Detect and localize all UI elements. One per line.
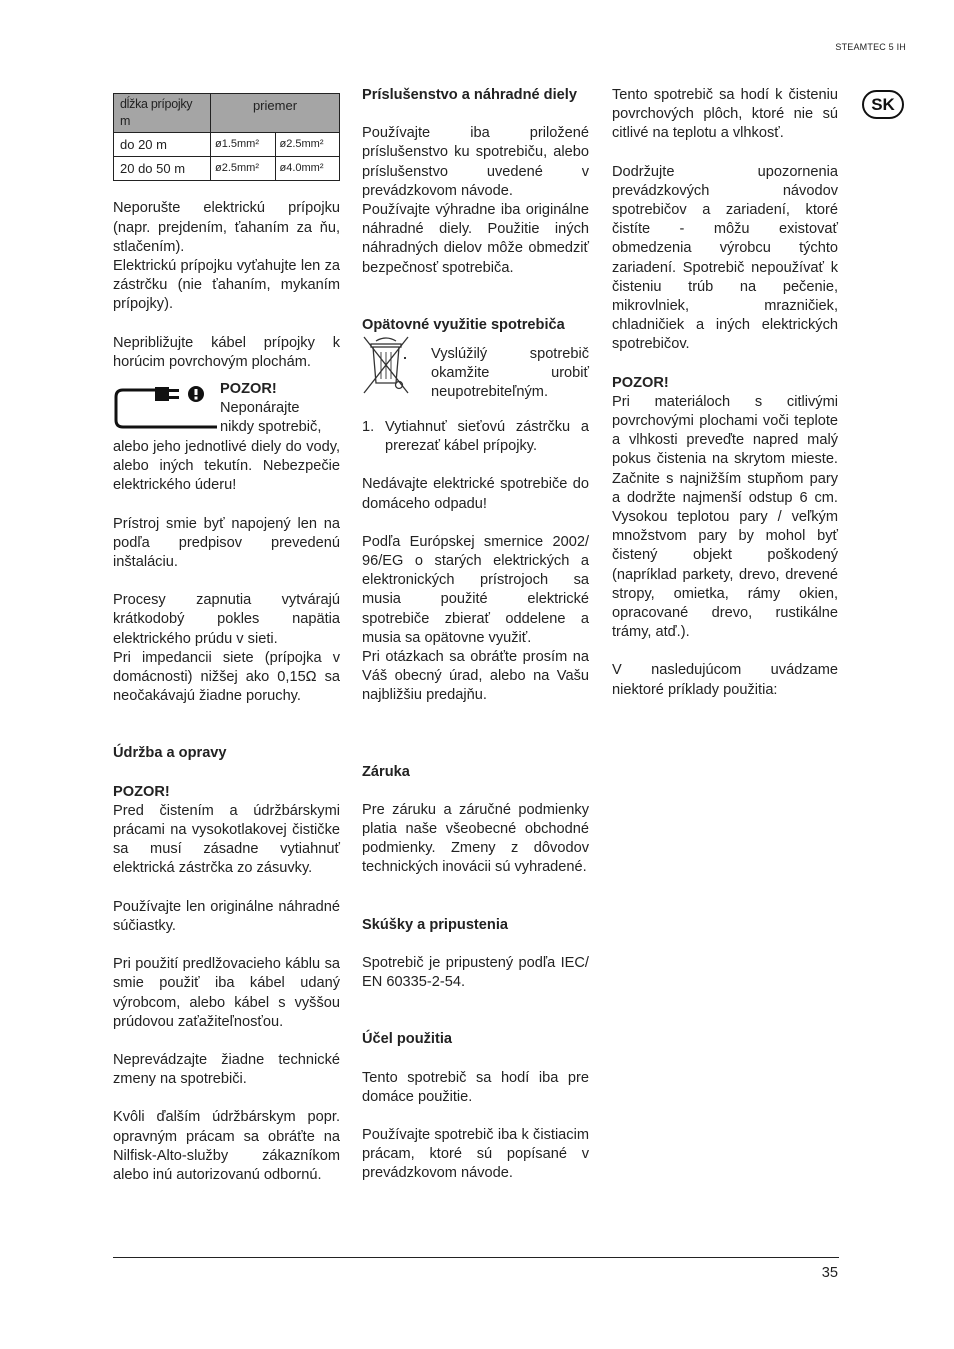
table-row (114, 133, 340, 157)
paragraph: Neprevádzajte žiadne technické zmeny na spotrebiči. (113, 1051, 340, 1088)
paragraph: Pri použití predlžovacieho káblu sa smie použiť iba kábel udaný výrobcom, alebo kábel s vyššou prúdovou zaťažiteľnosťou. (113, 956, 340, 1030)
table-head-length: dĺžka prípojky m (114, 94, 211, 133)
paragraph: Používajte spotrebič iba k čistiacim prácam, ktoré sú popísané v prevádzkovom návode. (362, 1126, 589, 1182)
paragraph: Prístroj smie byť napojený len na podľa predpisov prevedenú inštaláciu. (113, 515, 340, 571)
section-heading-tests: Skúšky a pripustenia (362, 916, 508, 933)
table-cell: do 20 m (114, 133, 211, 157)
paragraph: Tento spotrebič sa hodí iba pre domáce použitie. (362, 1069, 589, 1105)
table-cell: ø1.5mm² (211, 133, 276, 157)
warning-title: POZOR! (113, 783, 170, 800)
paragraph: Podľa Európskej smernice 2002/ 96/EG o starých elektrických a elektronických prístrojoch sa musia použité elektrické spotrebiče zbierať oddelene a musia sa opätovne využiť. (362, 533, 589, 646)
paragraph: Tento spotrebič sa hodí k čisteniu povrchových plôch, ktoré nie sú citlivé na teplotu a vlhkosť. (612, 87, 838, 142)
plug-water-warning-icon (113, 386, 218, 431)
paragraph: Nepribližujte kábel prípojky k horúcim povrchovým plochám. (113, 334, 340, 370)
warning-text: alebo jeho jednotlivé diely do vody, alebo iných tekutín. Nebezpečie elektrického úderu! (113, 439, 340, 494)
paragraph: Dodržujte upozornenia prevádzkových návodov spotrebičov a zariadení, ktoré čistíte - môžu existovať obmedzenia výrobcu týchto zariadení. Spotrebič nepoužívať k čisteniu trúb na pečenie, mikrovlniek, mrazničiek, chladničiek a iných elektrických spotrebičov. (612, 163, 838, 353)
recycling-block (362, 335, 589, 399)
recycling-text: Vyslúžilý spotrebič okamžite urobiť neupotrebiteľným. (431, 346, 589, 401)
column-2 (362, 86, 589, 1184)
header-model: STEAMTEC 5 IH (835, 42, 906, 52)
paragraph: Pred čistením a údržbárskymi prácami na vysokotlakovej čističke sa musí zásadne vytiahnuť elektrická zástrčka zo zásuvky. (113, 802, 340, 877)
paragraph: Spotrebič je pripustený podľa IEC/ EN 60335-2-54. (362, 954, 589, 991)
paragraph: Používajte len originálne náhradné súčiastky. (113, 898, 340, 934)
section-heading-maintenance: Údržba a opravy (113, 745, 227, 762)
table-row (114, 157, 340, 181)
column-1 (113, 86, 340, 1185)
warning-title: POZOR! (612, 374, 669, 391)
paragraph: Pri impedancii siete (prípojka v domácnosti) nižšej ako 0,15Ω sa neočakávajú žiadne poruchy. (113, 649, 340, 705)
cable-spec-table (113, 93, 340, 181)
table-cell: 20 do 50 m (114, 157, 211, 181)
warning-block (113, 380, 340, 438)
table-cell: ø2.5mm² (211, 157, 276, 181)
paragraph: Elektrickú prípojku vyťahujte len za zástrčku (nie ťahaním, mykaním prípojky). (113, 258, 340, 313)
section-heading-purpose: Účel použitia (362, 1031, 453, 1048)
steps-list (362, 418, 589, 456)
paragraph: Pre záruku a záručné podmienky platia naše všeobecné obchodné podmienky. Zmeny z dôvodov technických inovácii sú vyhradené. (362, 801, 589, 876)
section-heading-warranty: Záruka (362, 763, 410, 780)
warning-title: POZOR! (220, 381, 277, 398)
paragraph: Kvôli ďalším údržbárskym popr. opravným prácam sa obráťte na Nilfisk-Alto-služby zákazníkom alebo inú autorizovanú odbornú. (113, 1109, 340, 1183)
table-head-diameter: priemer (211, 94, 340, 133)
column-3 (612, 86, 838, 700)
table-cell: ø4.0mm² (275, 157, 340, 181)
section-heading-accessories: Príslušenstvo a náhradné diely (362, 87, 577, 103)
page-number: 35 (821, 1265, 838, 1281)
crossed-bin-icon (362, 335, 410, 397)
paragraph: Pri materiáloch s citlivými povrchovými plochami voči teplote a vlhkosti preveďte napred malý pokus čistenia na skrytom mieste. Začnite s najnižším stupňom pary a dodržte najmenší odstup 6 cm. Vysokou teplotou pary / veľkým množstvom pary by mohol byť čistený objekt poškodený (napríklad parkety, drevo, drevené stropy, omietka, rámy okien, opracované drevo, rustikálne trámy, atď.). (612, 393, 838, 641)
step-text: Vytiahnuť sieťovú zástrčku a prerezať kábel prípojky. (385, 419, 589, 455)
paragraph: Používajte iba priložené príslušenstvo ku spotrebiču, alebo príslušenstvo uvedené v prevádzkovom návode. (362, 125, 589, 199)
table-cell: ø2.5mm² (275, 133, 340, 157)
paragraph: Neporušte elektrickú prípojku (napr. prejdením, ťahaním za ňu, stlačením). (113, 200, 340, 255)
paragraph: Pri otázkach sa obráťte prosím na Váš obecný úrad, alebo na Vašu najbližšiu predajňu. (362, 649, 589, 704)
warning-line: Neponárajte (220, 400, 300, 417)
step-number: 1. (362, 419, 375, 436)
paragraph: V nasledujúcom uvádzame niektoré príklady použitia: (612, 662, 838, 698)
footer-rule (113, 1257, 839, 1258)
paragraph: Nedávajte elektrické spotrebiče do domáceho odpadu! (362, 476, 589, 512)
section-heading-recycling: Opätovné využitie spotrebiča (362, 316, 565, 333)
language-badge: SK (862, 90, 904, 119)
paragraph: Procesy zapnutia vytvárajú krátkodobý pokles napätia elektrického prúdu v sieti. (113, 592, 340, 647)
warning-line: nikdy spotrebič, (220, 419, 322, 436)
paragraph: Používajte výhradne iba originálne náhradné diely. Použitie iných náhradných dielov môže obmedziť bezpečnosť spotrebiča. (362, 202, 589, 276)
list-item (362, 418, 589, 456)
